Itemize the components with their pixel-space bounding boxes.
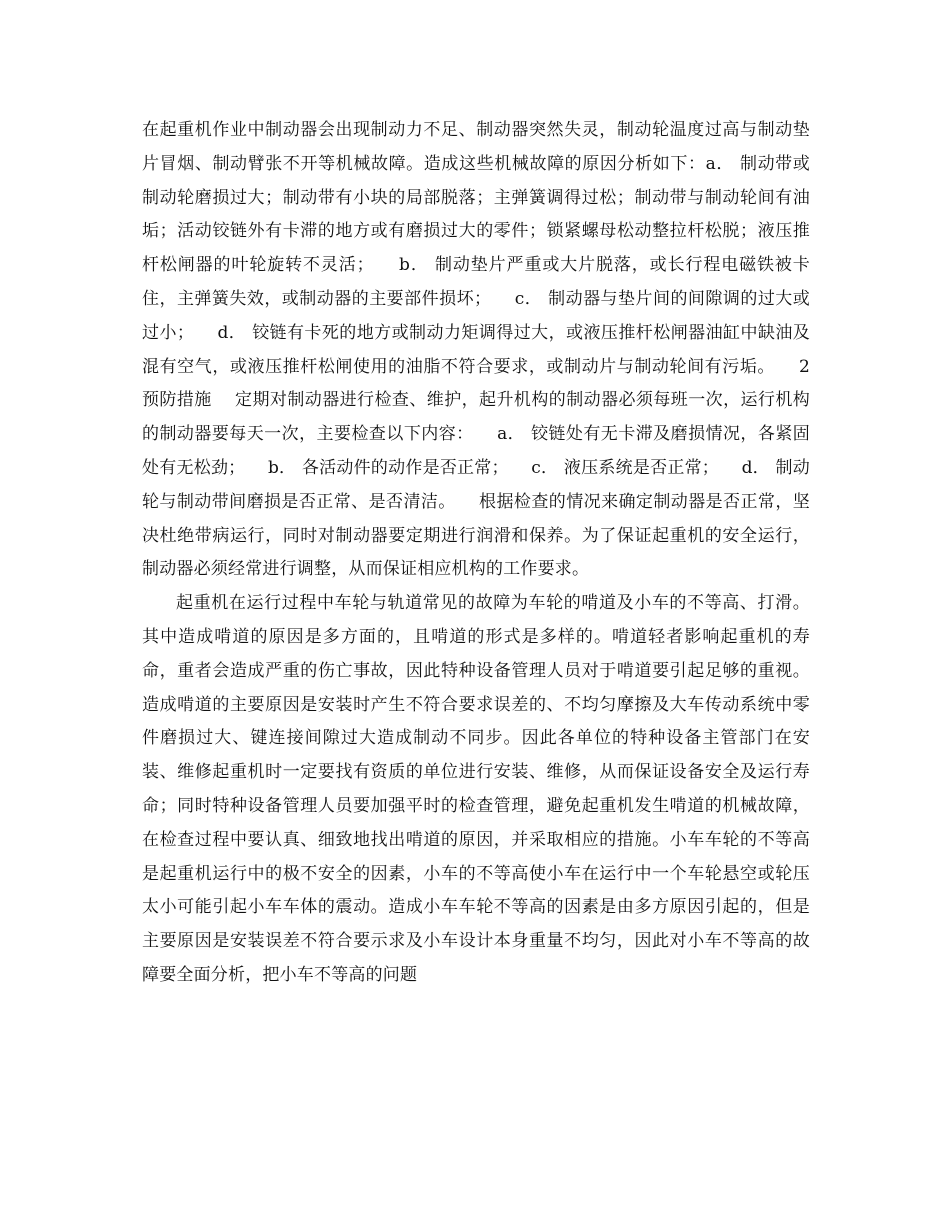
paragraph-wheel-track-faults: 起重机在运行过程中车轮与轨道常见的故障为车轮的啃道及小车的不等高、打滑。其中造成啃道的原因是多方面的，且啃道的形式是多样的。啃道轻者影响起重机的寿命，重者会造成严重的伤亡事故，因此特种设备管理人员对于啃道要引起足够的重视。造成啃道的主要原因是安装时产生不符合要求误差的、不均匀摩擦及大车传动系统中零件磨损过大、键连接间隙过大造成制动不同步。因此各单位的特种设备主管部门在安装、维修起重机时一定要找有资质的单位进行安装、维修，从而保证设备安全及运行寿命；同时特种设备管理人员要加强平时的检查管理，避免起重机发生啃道的机械故障，在检查过程中要认真、细致地找出啃道的原因，并采取相应的措施。小车车轮的不等高是起重机运行中的极不安全的因素，小车的不等高使小车在运行中一个车轮悬空或轮压太小可能引起小车车体的震动。造成小车车轮不等高的因素是由多方原因引起的，但是主要原因是安装误差不符合要示求及小车设计本身重量不均匀，因此对小车不等高的故障要全面分析，把小车不等高的问题 (142, 593, 810, 985)
body-text (142, 114, 816, 993)
paragraph-brake-faults: 在起重机作业中制动器会出现制动力不足、制动器突然失灵，制动轮温度过高与制动垫片冒烟、制动臂张不开等机械故障。造成这些机械故障的原因分析如下：a． 制动带或制动轮磨损过大；制动带有小块的局部脱落；主弹簧调得过松；制动带与制动轮间有油垢；活动铰链外有卡滞的地方或有磨损过大的零件；锁紧螺母松动整拉杆松脱；液压推杆松闸器的叶轮旋转不灵活； b． 制动垫片严重或大片脱落，或长行程电磁铁被卡住，主弹簧失效，或制动器的主要部件损坏； c． 制动器与垫片间的间隙调的过大或过小； d． 铰链有卡死的地方或制动力矩调得过大，或液压推杆松闸器油缸中缺油及混有空气，或液压推杆松闸使用的油脂不符合要求，或制动片与制动轮间有污垢。 2 预防措施 定期对制动器进行检查、维护，起升机构的制动器必须每班一次，运行机构的制动器要每天一次，主要检查以下内容： a． 铰链处有无卡滞及磨损情况，各紧固处有无松劲； b． 各活动件的动作是否正常； c． 液压系统是否正常； d． 制动轮与制动带间磨损是否正常、是否清洁。 根据检查的情况来确定制动器是否正常，坚决杜绝带病运行，同时对制动器要定期进行润滑和保养。为了保证起重机的安全运行，制动器必须经常进行调整，从而保证相应机构的工作要求。 (142, 120, 816, 580)
